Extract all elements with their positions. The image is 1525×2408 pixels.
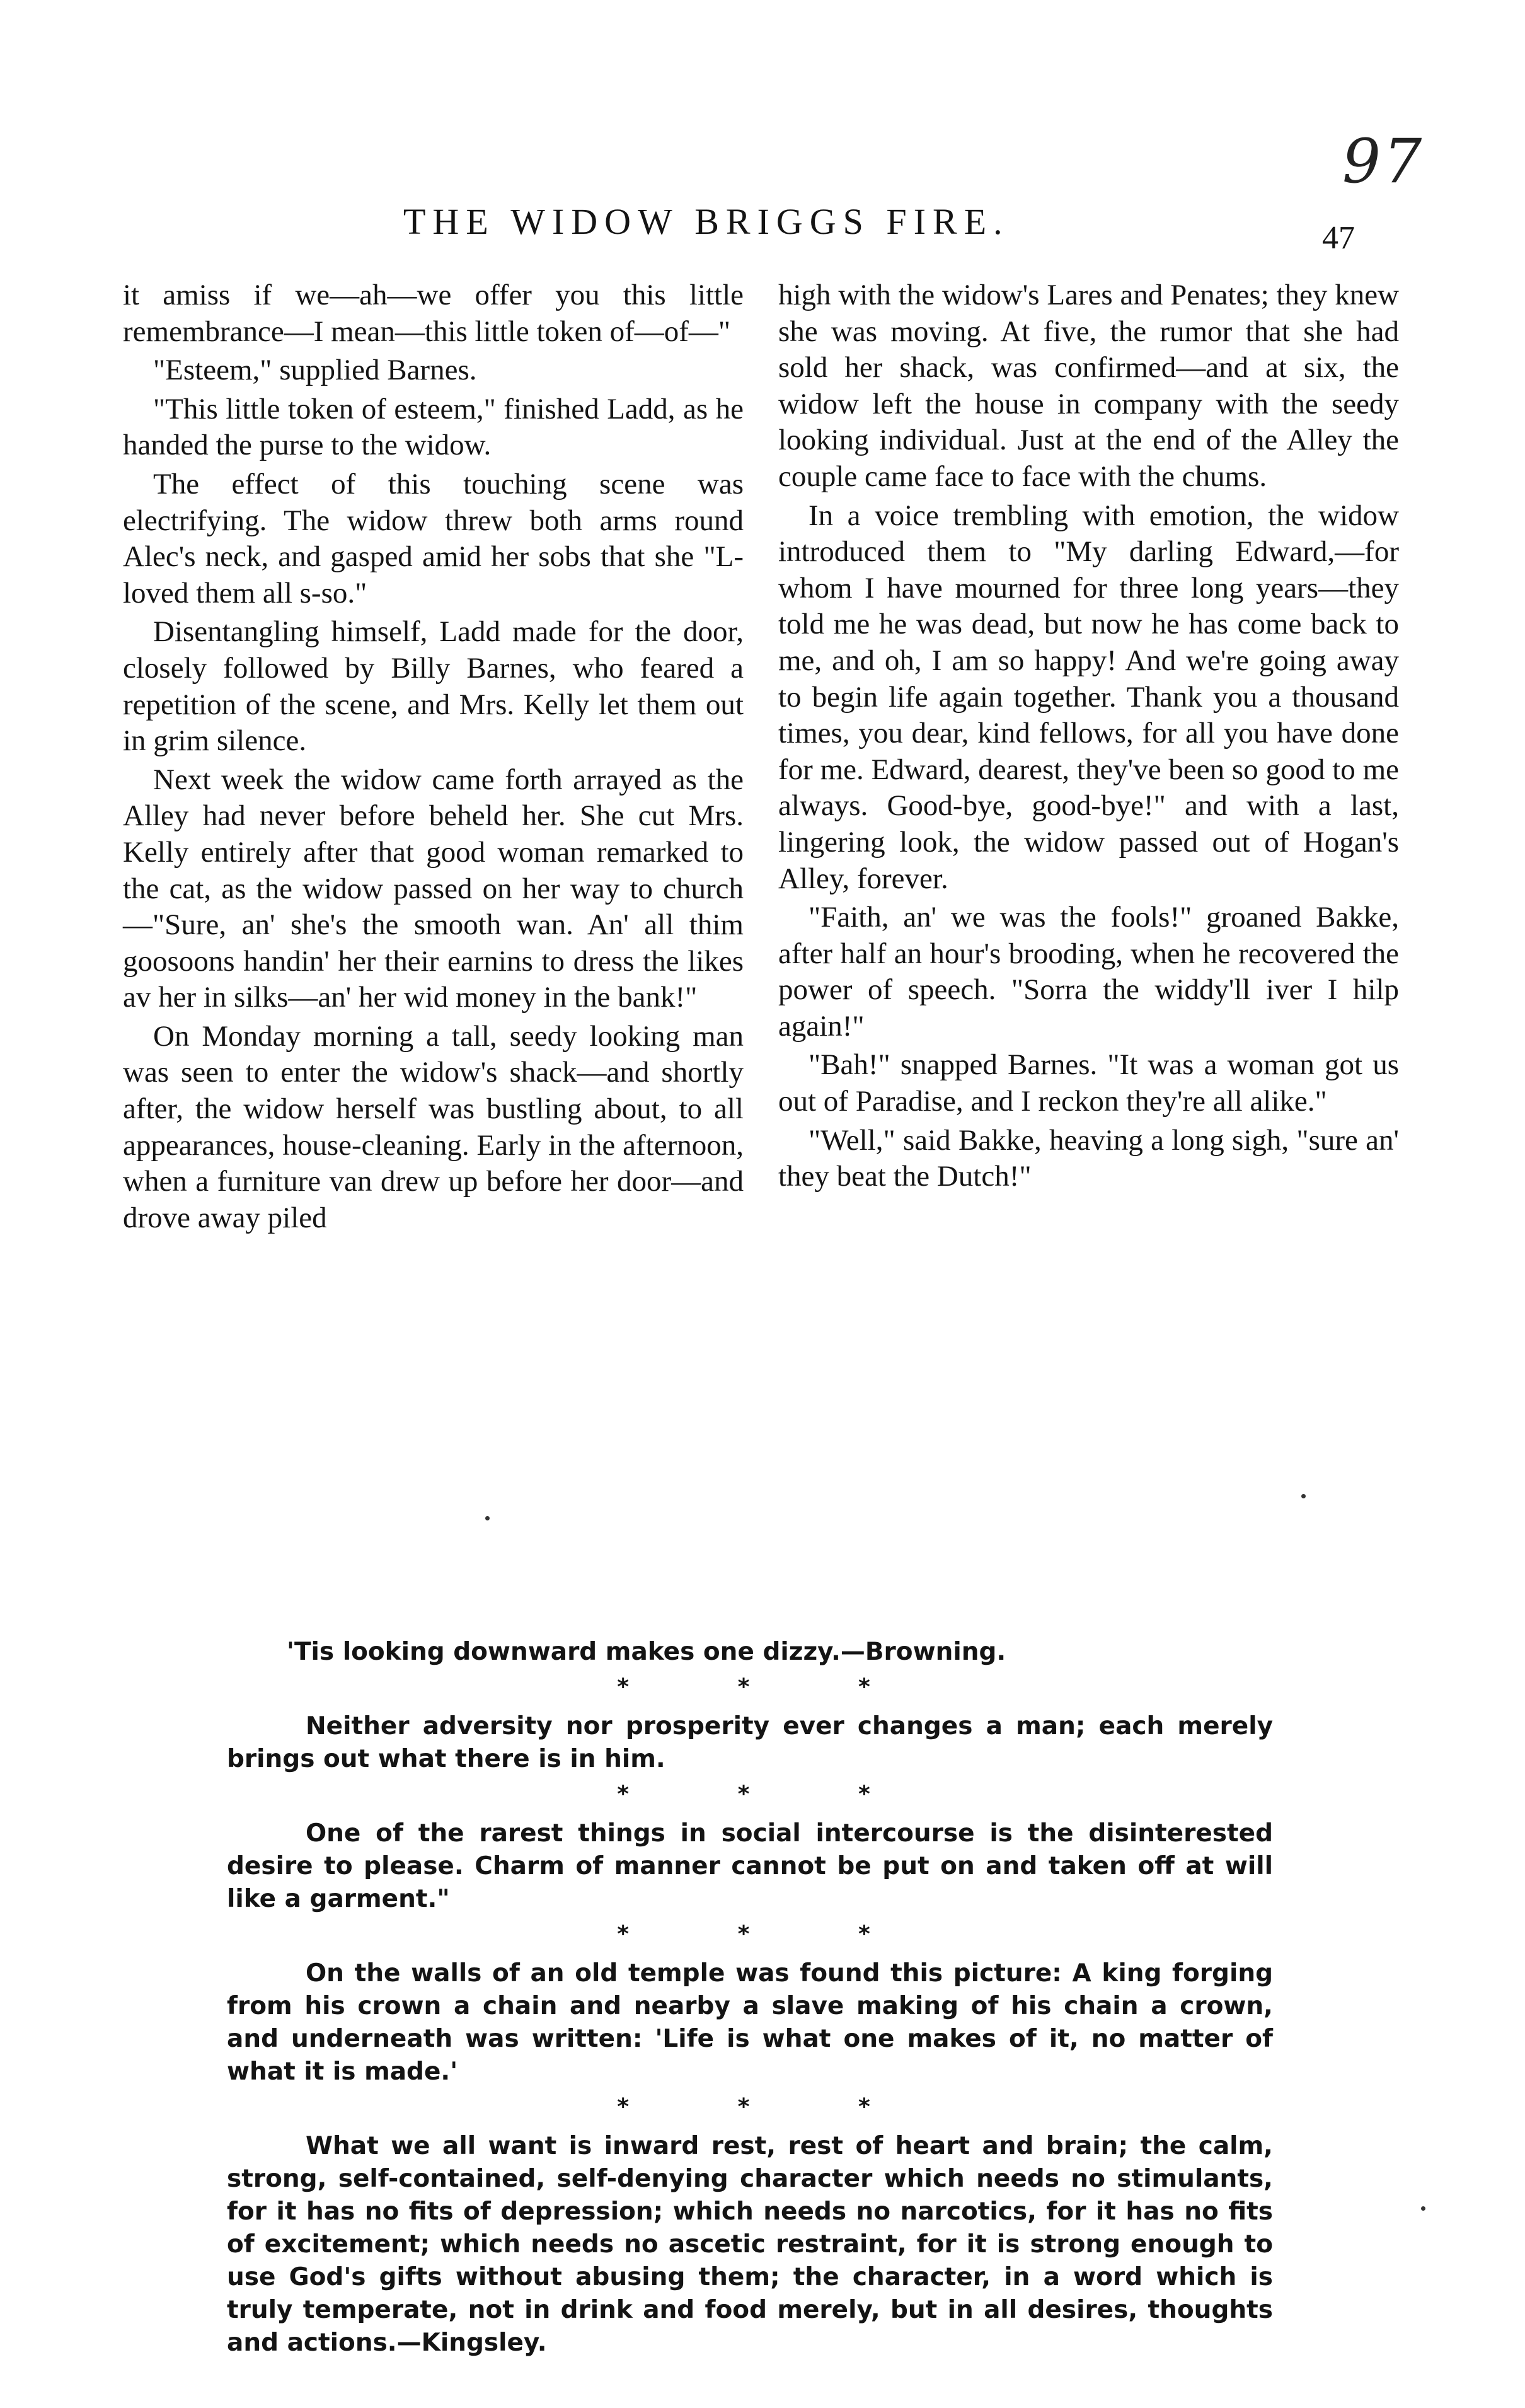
- quote-desire-to-please: One of the rarest things in social intercourse is the disinterested desire to please. Charm of manner cannot be put on and taken off at will like a garment.": [227, 1819, 1273, 1913]
- right-paragraph-1: high with the widow's Lares and Penates; they knew she was moving. At five, the rumor that she had sold her shack, was confirmed—and at six, the widow left the house in company with the seedy looking individual. Just at the end of the Alley the couple came face to face with the chums.: [778, 279, 1399, 493]
- right-paragraph-5: "Well," said Bakke, heaving a long sigh, "sure an' they beat the Dutch!": [778, 1123, 1399, 1193]
- handwritten-page-mark: 97: [1342, 126, 1425, 197]
- right-paragraph-3: "Faith, an' we was the fools!" groaned Bakke, after half an hour's brooding, when he recovered the power of speech. "Sorra the widdy'll iver I hilp again!": [778, 901, 1399, 1043]
- right-paragraph-4: "Bah!" snapped Barnes. "It was a woman got us out of Paradise, and I reckon they're all alike.": [778, 1048, 1399, 1118]
- stray-ink-dot: [1301, 1494, 1306, 1498]
- quote-adversity: Neither adversity nor prosperity ever changes a man; each merely brings out what there is in him.: [227, 1712, 1273, 1773]
- left-paragraph-6: Next week the widow came forth arrayed as the Alley had never before beheld her. She cut Mrs. Kelly entirely after that good woman remarked to the cat, as the widow passed on her way to church—"Sure, an' she's the smooth wan. An' all thim goosoons handin' her their earnins to dress the likes av her in silks—an' her wid money in the bank!": [123, 763, 744, 1014]
- left-column: [123, 277, 744, 1239]
- left-paragraph-4: The effect of this touching scene was electrifying. The widow threw both arms round Alec's neck, and gasped amid her sobs that she "L-loved them all s-so.": [123, 467, 744, 610]
- separator-stars: * * *: [617, 2094, 921, 2120]
- left-paragraph-7: On Monday morning a tall, seedy looking man was seen to enter the widow's shack—and shortly after, the widow herself was bustling about, to all appearances, house-cleaning. Early in the afternoon, when a furniture van drew up before her door—and drove away piled: [123, 1019, 744, 1234]
- separator-stars: * * *: [617, 1921, 921, 1947]
- left-paragraph-2: "Esteem," supplied Barnes.: [153, 354, 477, 387]
- quotations-section: [227, 1636, 1273, 2359]
- page-number: 47: [1322, 220, 1355, 256]
- separator-stars: * * *: [617, 1781, 921, 1807]
- right-paragraph-2: In a voice trembling with emotion, the widow introduced them to "My darling Edward,—for whom I have mourned for three long years—they told me he was dead, but now he has come back to me, and oh, I am so happy! And we're going away to begin life again together. Thank you a thousand times, you dear, kind fellows, for all you have done for me. Edward, dearest, they've been so good to me always. Good-bye, good-bye!" and with a last, lingering look, the widow passed out of Hogan's Alley, forever.: [778, 499, 1399, 895]
- separator-stars: * * *: [617, 1674, 921, 1700]
- running-head: THE WIDOW BRIGGS FIRE.: [403, 201, 1010, 242]
- quote-temple: On the walls of an old temple was found this picture: A king forging from his crown a chain and nearby a slave making of his chain a crown, and underneath was written: 'Life is what one makes of it, no matter of what it is made.': [227, 1959, 1273, 2086]
- quote-kingsley: What we all want is inward rest, rest of heart and brain; the calm, strong, self-contained, self-denying character which needs no stimulants, for it has no fits of depression; which needs no narcotics, for it has no fits of excitement; which needs no ascetic restraint, for it is strong enough to use God's gifts without abusing them; the character, in a word which is truly temperate, not in drink and food merely, but in all desires, thoughts and actions.—Kingsley.: [227, 2132, 1273, 2357]
- right-column: [778, 277, 1399, 1198]
- quote-browning: 'Tis looking downward makes one dizzy.—Browning.: [287, 1638, 1006, 1666]
- stray-ink-dot: [1421, 2206, 1425, 2211]
- left-paragraph-3: "This little token of esteem," finished Ladd, as he handed the purse to the widow.: [123, 392, 744, 462]
- left-paragraph-1: it amiss if we—ah—we offer you this little remembrance—I mean—this little token of—of—": [123, 279, 744, 348]
- stray-ink-dot: [485, 1516, 490, 1520]
- left-paragraph-5: Disentangling himself, Ladd made for the door, closely followed by Billy Barnes, who feared a repetition of the scene, and Mrs. Kelly let them out in grim silence.: [123, 615, 744, 758]
